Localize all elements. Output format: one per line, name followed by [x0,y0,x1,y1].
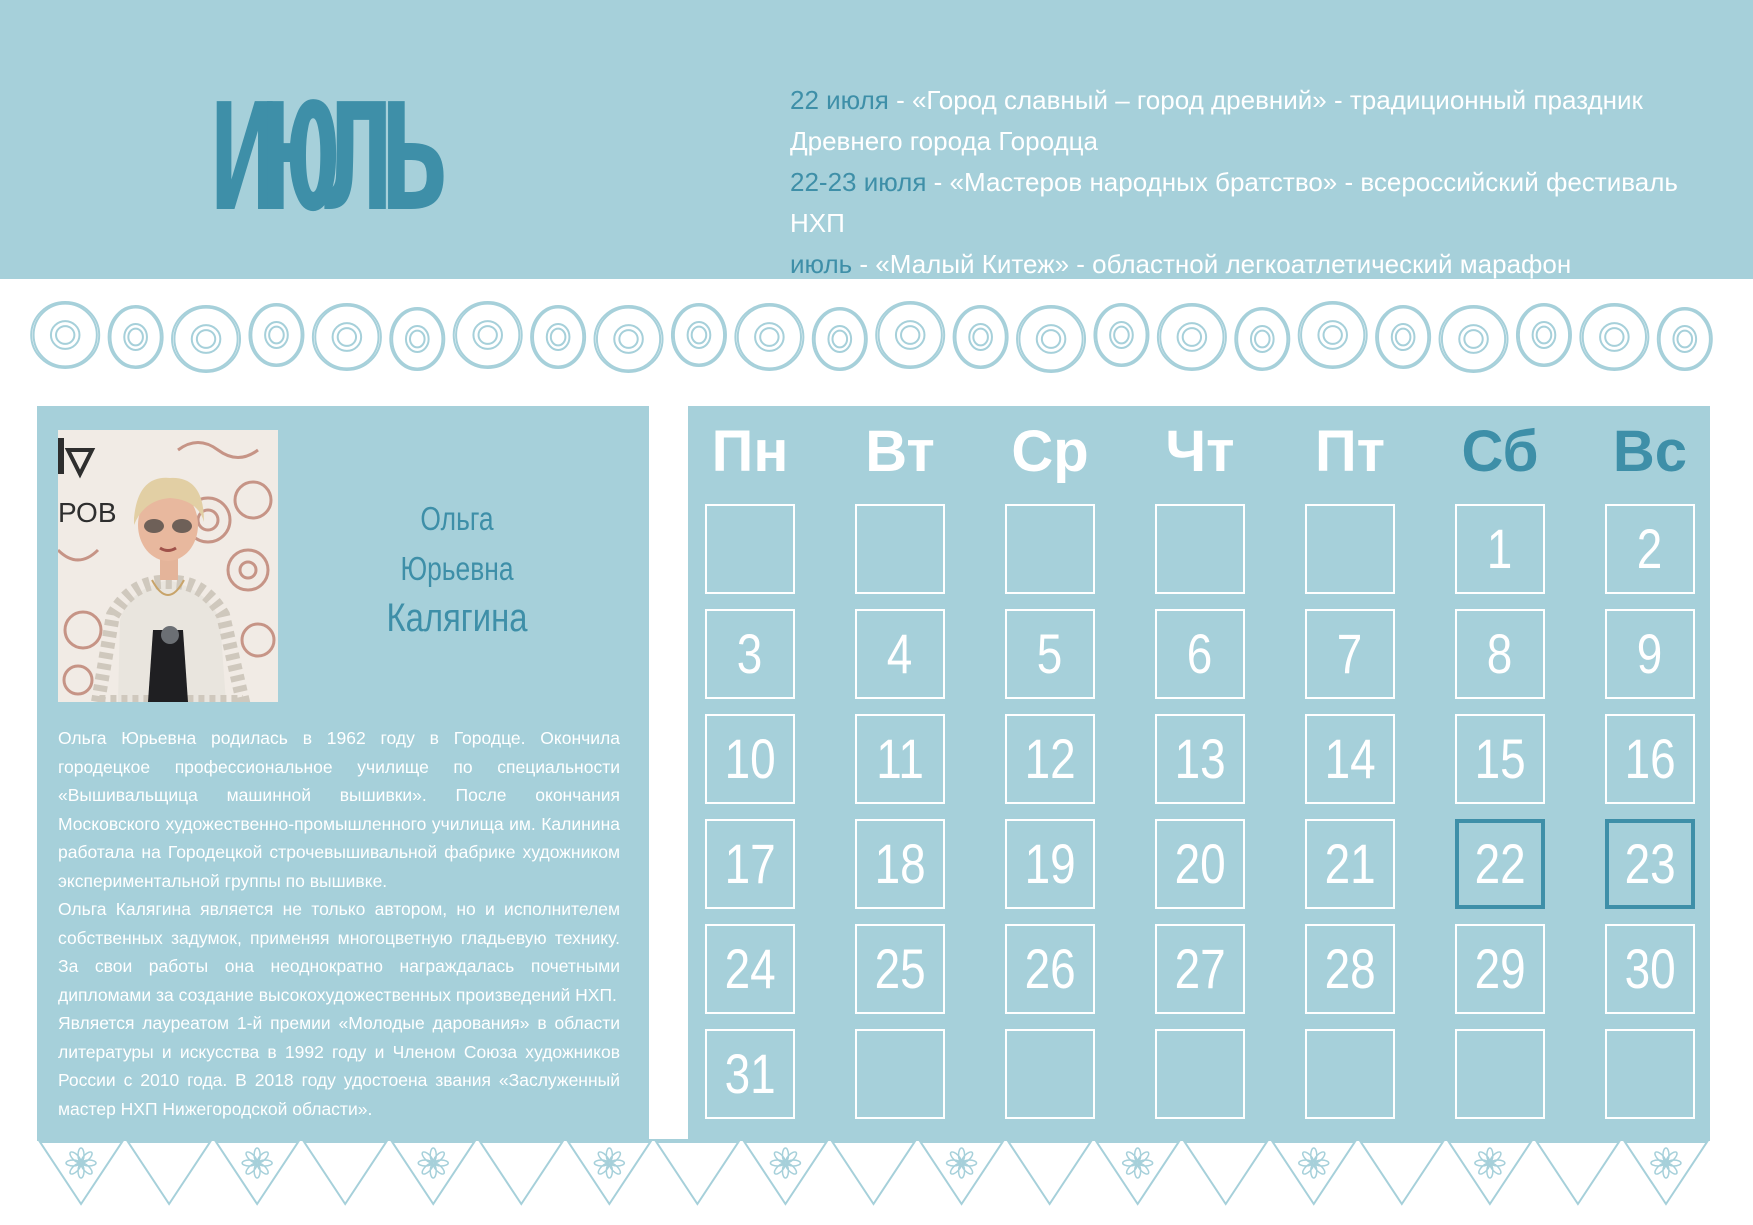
calendar-day-number: 18 [874,832,926,895]
calendar-day-number: 16 [1624,727,1676,790]
calendar-day [1455,504,1545,594]
calendar-day [1305,714,1395,804]
artist-first-name: Ольга [420,500,494,537]
calendar-empty-cell [1605,1029,1695,1119]
calendar-day [1605,609,1695,699]
circle-ornament [1299,302,1367,368]
triangle-ornament [216,1142,298,1204]
artist-bio-text [58,724,620,1123]
artist-patronymic: Юрьевна [400,550,514,587]
triangle-ornament [40,1142,122,1204]
calendar-day-number: 6 [1187,622,1213,685]
calendar-day [855,819,945,909]
event-date: июль [790,249,853,279]
circle-ornament [876,302,944,368]
calendar-day [1005,924,1095,1014]
event-item [790,162,1710,244]
circle-ornament [1440,306,1508,372]
triangle-ornament [921,1142,1003,1204]
circle-ornament [1580,304,1648,370]
calendar-day-number: 5 [1037,622,1063,685]
triangle-ornament [304,1142,386,1204]
triangle-ornament-border [37,1138,1710,1208]
calendar-day [1305,609,1395,699]
calendar-day-number: 26 [1024,937,1076,1000]
circle-ornament [313,304,381,370]
bio-paragraph: Ольга Юрьевна родилась в 1962 году в Городце. Окончила городецкое профессиональное училище по специальности «Вышивальщица машинной вышивки». После окончания Московского художественно-промышленного училища им. Калинина работала на Городецкой строчевышивальной фабрике художником экспериментальной группы по вышивке. [58,728,620,891]
calendar-day-number: 23 [1624,832,1676,895]
weekday-header: Вт [865,419,935,484]
circle-ornament [172,306,240,372]
artist-name [307,494,607,642]
triangle-ornament [1625,1142,1707,1204]
weekday-header: Чт [1165,419,1235,484]
calendar-day-number: 12 [1024,727,1076,790]
calendar-day-number: 19 [1024,832,1076,895]
calendar-day [1005,609,1095,699]
calendar-day-number: 10 [724,727,776,790]
triangle-ornament [480,1142,562,1204]
calendar-day-number: 31 [724,1042,776,1105]
triangle-ornament [1537,1142,1619,1204]
circle-ornament [109,306,163,368]
weekday-header: Пн [711,419,789,484]
triangle-ornament [1361,1142,1443,1204]
event-date: 22 июля [790,85,889,115]
triangle-ornament [1009,1142,1091,1204]
calendar-day [855,609,945,699]
bio-paragraph: Ольга Калягина является не только автором, но и исполнителем собственных задумок, применяя многоцветную гладьевую технику. За свои работы она неоднократно награждалась почетными дипломами за создание высокохудожественных произведений НХП. [58,899,620,1005]
circle-ornament [454,302,522,368]
triangle-ornament [568,1142,650,1204]
calendar-empty-cell [855,1029,945,1119]
calendar-day [1155,714,1245,804]
weekday-header: Вс [1612,419,1688,484]
calendar-empty-cell [1305,1029,1395,1119]
circle-ornament [1094,304,1148,366]
triangle-ornament [744,1142,826,1204]
calendar-day-number: 29 [1474,937,1526,1000]
calendar-empty-cell [1155,1029,1245,1119]
circle-ornament [595,306,663,372]
calendar-day-highlighted [1455,819,1545,909]
event-item [790,244,1710,285]
weekday-header: Пт [1314,419,1386,484]
calendar-day [705,1029,795,1119]
calendar-day [1455,924,1545,1014]
circle-ornament [735,304,803,370]
calendar-day [1155,924,1245,1014]
calendar-day [1005,819,1095,909]
calendar-day [855,714,945,804]
calendar-day [705,714,795,804]
calendar-day-number: 24 [724,937,776,1000]
circle-ornament [1658,308,1712,370]
circle-ornament [1376,306,1430,368]
weekday-header: Ср [1011,419,1089,484]
calendar-day-number: 25 [874,937,926,1000]
circle-ornament [1017,306,1085,372]
calendar-empty-cell [1155,504,1245,594]
calendar-day [855,924,945,1014]
triangle-ornament [1449,1142,1531,1204]
calendar-day-number: 17 [724,832,776,895]
artist-last-name: Калягина [386,596,528,640]
bio-paragraph: Является лауреатом 1-й премии «Молодые дарования» в области литературы и искусства в 1992 году и Членом Союза художников России с 2010 года. В 2018 году удостоена звания «Заслуженный мастер НХП Нижегородской области». [58,1013,620,1119]
events-list [790,80,1710,285]
calendar-empty-cell [1005,504,1095,594]
month-title: ИЮЛЬ [210,72,439,244]
calendar-day-number: 22 [1474,832,1526,895]
calendar-day [1305,819,1395,909]
circle-ornament [954,306,1008,368]
calendar-day-number: 30 [1624,937,1676,1000]
calendar-day [1605,714,1695,804]
calendar-empty-cell [855,504,945,594]
calendar-day [705,609,795,699]
calendar-empty-cell [1455,1029,1545,1119]
event-item [790,80,1710,162]
event-text: - «Город славный – город древний» - традиционный праздник Древнего города Городца [790,85,1643,156]
calendar-day-number: 15 [1474,727,1526,790]
event-text: - «Мастеров народных братство» - всероссийский фестиваль НХП [790,167,1678,238]
circle-ornament [1517,304,1571,366]
event-text: - «Малый Китеж» - областной легкоатлетический марафон [852,249,1572,279]
calendar-day-number: 2 [1637,517,1663,580]
circle-ornament [1235,308,1289,370]
circle-ornament [390,308,444,370]
calendar-day-number: 27 [1174,937,1226,1000]
calendar-empty-cell [705,504,795,594]
triangle-ornament [656,1142,738,1204]
triangle-ornament [1097,1142,1179,1204]
calendar-day-number: 4 [887,622,913,685]
calendar-day-number: 28 [1324,937,1376,1000]
circle-ornament [249,304,303,366]
calendar-day [705,819,795,909]
calendar-day-number: 7 [1337,622,1363,685]
calendar-day [1455,609,1545,699]
calendar-day-number: 13 [1174,727,1226,790]
triangle-ornament [832,1142,914,1204]
event-date: 22-23 июля [790,167,927,197]
calendar-empty-cell [1305,504,1395,594]
calendar-day [1605,924,1695,1014]
photo-background-letters: РОВ [58,497,117,528]
calendar-day-highlighted [1605,819,1695,909]
calendar-day-number: 1 [1487,517,1513,580]
calendar-day [705,924,795,1014]
triangle-ornament [128,1142,210,1204]
month-calendar [688,406,1710,1139]
calendar-empty-cell [1005,1029,1095,1119]
calendar-day [1155,609,1245,699]
triangle-ornament [1185,1142,1267,1204]
circle-ornament [31,302,99,368]
calendar-day-number: 11 [876,727,924,790]
calendar-day [1455,714,1545,804]
calendar-day-number: 8 [1487,622,1513,685]
circle-ornament [813,308,867,370]
circle-ornament [531,306,585,368]
calendar-day-number: 3 [737,622,763,685]
circle-ornament [672,304,726,366]
circle-ornament [1158,304,1226,370]
calendar-day [1305,924,1395,1014]
calendar-day-number: 21 [1324,832,1376,895]
calendar-day-number: 14 [1324,727,1376,790]
triangle-ornament [1273,1142,1355,1204]
calendar-day [1605,504,1695,594]
calendar-day-number: 20 [1174,832,1226,895]
calendar-day [1005,714,1095,804]
circle-ornament-row [30,292,1720,382]
artist-bio-panel [37,406,649,1139]
calendar-day [1155,819,1245,909]
calendar-day-number: 9 [1637,622,1663,685]
weekday-header: Сб [1461,419,1539,484]
header-banner [0,0,1753,279]
triangle-ornament [392,1142,474,1204]
artist-photo [58,430,278,702]
